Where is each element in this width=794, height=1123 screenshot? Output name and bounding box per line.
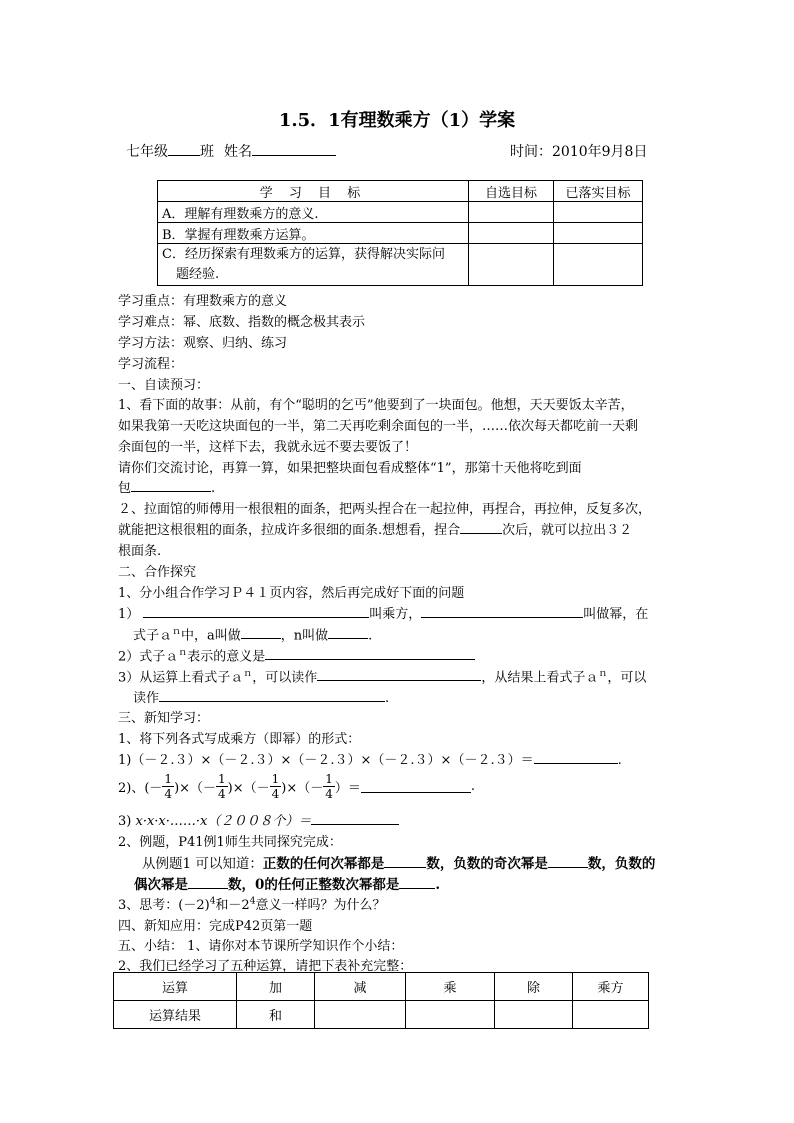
ops-result-label: 运算结果: [114, 1001, 237, 1029]
goals-header-goal: 学 习 目 标: [158, 181, 469, 202]
page-title: 1.5．1有理数乘方（1）学案: [278, 110, 516, 131]
question-1-line-1: [118, 603, 648, 622]
story-line-3: 余面包的一半，这样下去，我就永远不要去要饭了！: [118, 440, 418, 455]
q3-sup-2: ｎ: [598, 669, 608, 679]
fraction-numerator: 1: [218, 771, 226, 786]
goal-c: [158, 244, 469, 286]
goal-a-self-cell[interactable]: [469, 202, 554, 223]
read-as-operation-blank[interactable]: [317, 667, 481, 681]
goals-header-done: 已落实目标: [554, 181, 643, 202]
question-1-line-2: [133, 624, 372, 643]
table-row: [158, 202, 643, 223]
q1-text-e: ，n叫做: [280, 628, 329, 644]
exponent-result-blank[interactable]: [421, 604, 583, 618]
section-3-heading: 三、新知学习：: [118, 711, 210, 726]
example-line-2: [134, 873, 440, 893]
table-row: [158, 244, 643, 286]
exercise-1-blank[interactable]: [534, 750, 618, 764]
fraction-quarter: [162, 772, 174, 801]
ops-header-divide: 除: [495, 973, 573, 1001]
goal-a-done-cell[interactable]: [554, 202, 643, 223]
noodle-line-1: ２、拉面馆的师傅用一根很粗的面条，把两头捏合在一起拉伸，再捏合，再拉伸，反复多次，: [118, 502, 652, 517]
exercise-2: [118, 768, 475, 804]
goal-c-line2: 题经验.: [176, 266, 220, 282]
q1-text-b: 叫做幂，在: [583, 607, 649, 622]
q3-text-c: ，从结果上看式子ａ: [481, 670, 599, 686]
example-text-d: 数，负数的: [587, 856, 656, 872]
ops-result-multiply[interactable]: [406, 1001, 495, 1029]
example-title: 2、例题，P41例1师生共同探究完成：: [118, 835, 342, 850]
story-bread-label: 包: [118, 481, 132, 496]
story-line-4: 请你们交流讨论，再算一算，如果把整块面包看成整体“1”，那第十天他将吃到面: [118, 461, 582, 476]
exercise-2-times: )×（－: [174, 780, 217, 796]
q2-text-a: 2）式子ａ: [118, 649, 179, 665]
even-power-blank[interactable]: [188, 875, 228, 889]
section-2-heading: 二、合作探究: [118, 565, 197, 580]
exercise-1: [118, 749, 622, 768]
study-flow: 学习流程：: [118, 357, 184, 372]
goal-a: A．理解有理数乘方的意义.: [158, 202, 469, 223]
exercise-3-number: 3): [118, 814, 132, 829]
exercise-1-expr: 1)（－２.３）×（－２.３）×（－２.３）×（－２.３）×（－２.３）＝: [118, 753, 534, 768]
fraction-quarter: [216, 772, 228, 801]
fraction-denominator: 4: [325, 786, 333, 801]
exercise-3: [118, 810, 399, 829]
goal-b: B．掌握有理数乘方运算。: [158, 223, 469, 244]
header-grade-class: [126, 141, 214, 161]
study-focus: 学习重点：有理数乘方的意义: [118, 294, 288, 309]
example-text-c: 数，负数的奇次幂是: [426, 856, 548, 872]
example-text-e: 偶次幂是: [134, 877, 188, 893]
exercise-1-end: .: [617, 753, 622, 768]
noodle-line-2: [118, 519, 632, 538]
think-text-b: 和－2: [215, 898, 250, 913]
ops-header-multiply: 乘: [406, 973, 495, 1001]
section-2-intro: 1、分小组合作学习Ｐ４１页内容，然后再完成好下面的问题: [118, 586, 465, 601]
q2-text-b: 表示的意义是: [187, 649, 266, 665]
positive-power-blank[interactable]: [384, 854, 426, 868]
question-3-line-2: [133, 687, 389, 706]
example-text-b: 正数的任何次幂都是: [262, 856, 385, 872]
ops-result-divide[interactable]: [495, 1001, 573, 1029]
grade-label: 七年级: [126, 144, 168, 160]
example-line-1: [142, 852, 655, 872]
think-sup: 4: [209, 896, 216, 907]
noodle-answer-blank[interactable]: [460, 520, 502, 534]
story-line-2: 如果我第一天吃这块面包的一半，第二天再吃剩余面包的一半，……依次每天都吃前一天剩: [118, 419, 639, 434]
q1-text-d: 中，a叫做: [181, 628, 241, 644]
fraction-denominator: 4: [218, 786, 226, 801]
story-line-5: [118, 477, 215, 496]
think-text-a: 3、思考：(－2): [118, 898, 210, 913]
table-row: [114, 973, 649, 1001]
exercise-2-times: )×（－: [227, 780, 270, 796]
class-blank[interactable]: [168, 142, 200, 156]
section-5-heading: 五、小结： 1、请你对本节课所学知识作个小结：: [118, 939, 404, 954]
question-2: [118, 645, 475, 664]
section-4-heading: 四、新知应用：完成P42页第一题: [118, 919, 313, 934]
think-text-c: 意义一样吗？为什么？: [255, 898, 386, 913]
q3-end: .: [385, 691, 390, 706]
noodle-text-a: 就能把这根很粗的面条，拉成许多很细的面条.想想看，捏合: [118, 523, 461, 538]
table-row: [158, 181, 643, 202]
example-text-a: 从例题1 可以知道：: [142, 856, 263, 872]
goal-b-self-cell[interactable]: [469, 223, 554, 244]
section-1-heading: 一、自读预习：: [118, 378, 210, 393]
name-label: 姓名: [224, 144, 252, 160]
section-3-intro: 1、将下列各式写成乘方（即幂）的形式：: [118, 732, 361, 747]
goals-header-self: 自选目标: [469, 181, 554, 202]
q2-sup: ｎ: [178, 648, 188, 658]
read-as-result-blank[interactable]: [159, 688, 385, 702]
class-label: 班: [200, 144, 214, 160]
q1-sup: ｎ: [172, 627, 182, 637]
ops-header-add: 加: [237, 973, 315, 1001]
example-end: .: [435, 877, 441, 893]
ops-header-subtract: 减: [315, 973, 406, 1001]
q1-number: 1）: [118, 607, 140, 622]
ops-header-operation: 运算: [114, 973, 237, 1001]
think-sup-2: 4: [249, 896, 256, 907]
fraction-denominator: 4: [164, 786, 173, 801]
table-row: [114, 1001, 649, 1029]
ops-result-power[interactable]: [573, 1001, 649, 1029]
zero-power-blank[interactable]: [399, 875, 435, 889]
q1-text-c: 式子ａ: [133, 628, 173, 644]
study-method: 学习方法：观察、归纳、练习: [118, 336, 288, 351]
story-line-5-end: .: [211, 481, 216, 496]
fraction-numerator: 1: [325, 771, 333, 786]
q1-end: .: [368, 628, 373, 644]
exercise-3-expr: x·x·x·……·x（２００８个）＝: [135, 814, 312, 829]
ops-result-subtract[interactable]: [315, 1001, 406, 1029]
base-blank[interactable]: [241, 625, 281, 639]
bread-answer-blank[interactable]: [131, 478, 211, 492]
section-5-line-2: 2、我们已经学习了五种运算，请把下表补充完整：: [118, 959, 413, 974]
fraction-quarter: [323, 772, 335, 801]
exercise-2-times: )×（－: [281, 780, 324, 796]
header-time: 时间：2010年9月8日: [510, 144, 648, 160]
noodle-line-3: 根面条.: [118, 544, 162, 559]
goal-c-self-cell[interactable]: [469, 244, 554, 286]
fraction-denominator: 4: [271, 786, 280, 801]
fraction-quarter: [270, 772, 282, 801]
noodle-text-b: 次后，就可以拉出３２: [502, 523, 633, 538]
goals-table: [157, 180, 643, 286]
odd-power-blank[interactable]: [548, 854, 588, 868]
exercise-2-number: 2)、: [118, 780, 145, 796]
q3-text-a: 3）从运算上看式子ａ: [118, 670, 244, 686]
table-row: [158, 223, 643, 244]
meaning-blank[interactable]: [265, 646, 475, 660]
fraction-numerator: 1: [164, 771, 173, 786]
goal-b-done-cell[interactable]: [554, 223, 643, 244]
fraction-numerator: 1: [271, 771, 280, 786]
ops-result-add: 和: [237, 1001, 315, 1029]
question-3-line-1: [118, 666, 646, 685]
exercise-2-close: ）＝: [334, 780, 361, 796]
q3-text-e: 读作: [133, 691, 160, 706]
think-question: [118, 894, 385, 913]
exercise-2-end: .: [470, 778, 476, 794]
exercise-2-open: (－: [144, 780, 163, 796]
q3-sup: ｎ: [243, 669, 253, 679]
goal-c-line1: C．经历探索有理数乘方的运算，获得解决实际问: [162, 246, 445, 262]
header-name: [224, 141, 336, 161]
story-line-1: 1、看下面的故事：从前，有个“聪明的乞丐”他要到了一块面包。他想，天天要饭太辛苦，: [118, 398, 634, 413]
name-blank[interactable]: [252, 142, 336, 156]
exponent-blank[interactable]: [328, 625, 368, 639]
example-text-f: 数，0的任何正整数次幂都是: [228, 877, 400, 893]
goal-c-done-cell[interactable]: [554, 244, 643, 286]
q3-text-b: ，可以读作: [252, 670, 318, 686]
q1-text-a: 叫乘方，: [369, 607, 422, 622]
power-definition-blank[interactable]: [143, 604, 369, 618]
q3-text-d: ，可以: [607, 670, 647, 686]
study-difficulty: 学习难点：幂、底数、指数的概念极其表示: [118, 315, 366, 330]
ops-header-power: 乘方: [573, 973, 649, 1001]
exercise-2-blank[interactable]: [361, 779, 471, 793]
exercise-3-blank[interactable]: [311, 811, 399, 825]
operations-table: [113, 972, 649, 1029]
